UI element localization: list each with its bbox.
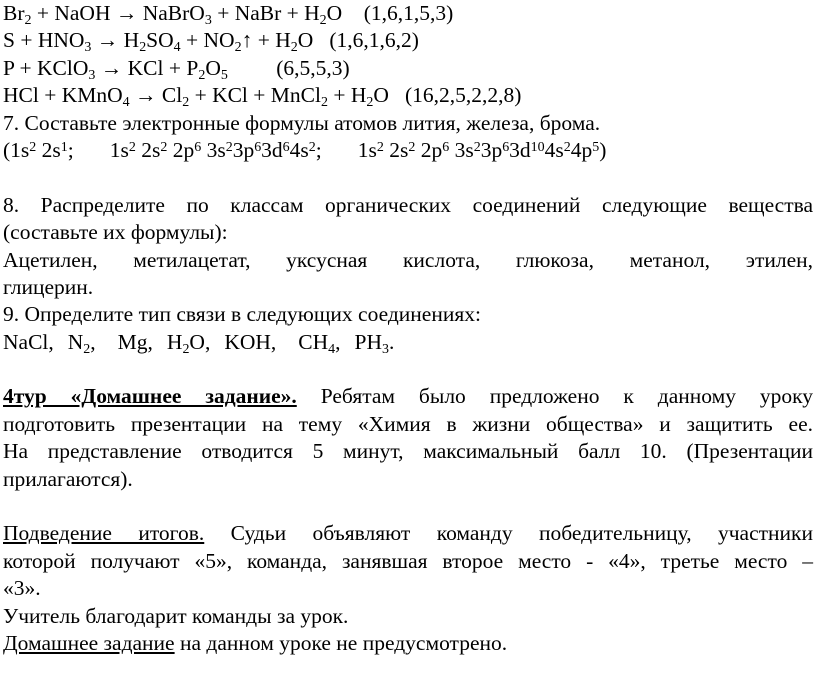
- homework-label: Домашнее задание: [3, 630, 175, 655]
- question-9-compounds: NaCl, $N_2$, Mg, $H_2O$, KOH, $CH_4$, $PH_3$.: [3, 329, 395, 357]
- equation-3-coeffs: (6,5,5,3): [276, 55, 350, 80]
- homework-line: [3, 630, 813, 657]
- round-4-heading: 4тур «Домашнее задание».: [3, 384, 297, 409]
- summary-line-2: которой получают «5», команда, занявшая второе место - «4», третье место –: [3, 548, 813, 573]
- homework-rest: на данном уроке не предусмотрено.: [179, 630, 508, 655]
- question-8-line-3: Ацетилен, метилацетат, уксусная кислота, глюкоза, метанол, этилен,: [3, 247, 813, 272]
- equation-4-coeffs: (16,2,5,2,2,8): [405, 83, 522, 108]
- summary-heading: Подведение итогов.: [3, 521, 205, 546]
- equation-1-coeffs: (1,6,1,5,3): [363, 1, 454, 25]
- question-8-line-2: (составьте их формулы):: [3, 220, 228, 245]
- answer-iron: $1s^2$ $2s^2$ $2p^6$ $3s^23p^63d^64s^2$: [109, 137, 316, 162]
- blank-line: [3, 493, 813, 520]
- answer-bromine: $1s^2$ $2s^2$ $2p^6$ $3s^23p^63d^{10}4s^24p^5$: [357, 137, 600, 162]
- round-4-line-1-rest: Ребятам было предложено к данному уроку: [320, 384, 813, 409]
- summary-line-4: Учитель благодарит команды за урок.: [3, 603, 349, 628]
- summary-line-3: «3».: [3, 576, 41, 601]
- question-7-answers: ($1s^2$ $2s^1$; $1s^2$ $2s^2$ $2p^6$ $3s^23p^63d^64s^2$; $1s^2$ $2s^2$ $2p^6$ $3s^23p^63d^{10}4s^24p^5$): [3, 137, 607, 162]
- round-4-line-3: На представление отводится 5 минут, максимальный балл 10. (Презентации: [3, 439, 813, 464]
- answer-lithium: $1s^2$ $2s^1$: [10, 137, 68, 162]
- equation-2-coeffs: (1,6,1,6,2): [329, 28, 419, 53]
- summary-line-1: [3, 520, 813, 547]
- question-8-line-1: 8. Распределите по классам органических соединений следующие вещества: [3, 192, 813, 217]
- round-4-line-4: прилагаются).: [3, 466, 133, 491]
- question-9-prompt: 9. Определите тип связи в следующих соединениях:: [3, 302, 481, 327]
- question-7-prompt: 7. Составьте электронные формулы атомов лития, железа, брома.: [3, 110, 601, 135]
- question-8-line-4: глицерин.: [3, 274, 94, 299]
- equation-2: $S + HNO_3 \to H_2SO_4$ + $NO_2↑ + H_2O$ (1,6,1,6,2): [3, 28, 419, 56]
- equation-4: HCl + KMnO$_4$ → $Cl_2$ + KCl + MnCl$_2$ + $H_2O$ (16,2,5,2,2,8): [3, 83, 522, 111]
- round-4-line-1: [3, 383, 813, 410]
- equation-3: P + KClO$_3$ → KCl + $P_2O_5$ (6,5,5,3): [3, 55, 350, 83]
- blank-line: [3, 164, 813, 191]
- round-4-line-2: подготовить презентации на тему «Химия в жизни общества» и защитить ее.: [3, 411, 813, 436]
- blank-line: [3, 356, 813, 383]
- equation-1: $Br_2$ + NaOH → NaBrO$_3$ + NaBr + $H_2O$ (1,6,1,5,3): [3, 1, 454, 28]
- summary-line-1-rest: Судьи объявляют команду победительницу, участники: [230, 521, 813, 546]
